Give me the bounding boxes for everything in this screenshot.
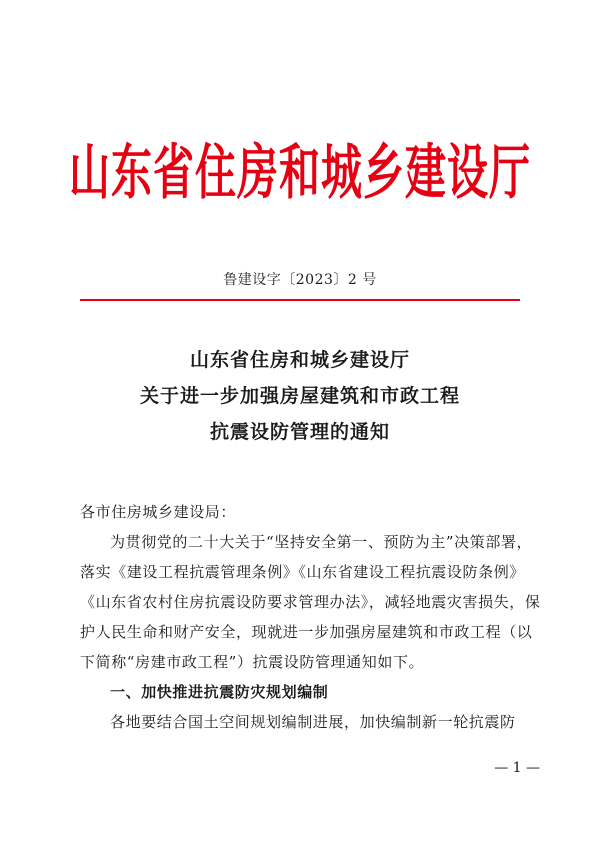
section-paragraph-line: 各地要结合国土空间规划编制进展，加快编制新一轮抗震防 xyxy=(110,713,516,731)
paragraph-line: 落实《建设工程抗震管理条例》《山东省建设工程抗震设防条例》 xyxy=(80,563,525,581)
paragraph-line: 护人民生命和财产安全，现就进一步加强房屋建筑和市政工程（以 xyxy=(80,623,533,641)
document-body xyxy=(80,497,541,737)
title-line-2: 关于进一步加强房屋建筑和市政工程 xyxy=(139,385,460,407)
title-line-3: 抗震设防管理的通知 xyxy=(209,421,390,443)
title-line-1: 山东省住房和城乡建设厅 xyxy=(189,349,410,371)
agency-masthead: 山东省住房和城乡建设厅 xyxy=(69,138,531,208)
section-heading: 一、加快推进抗震防灾规划编制 xyxy=(110,683,329,701)
document-title xyxy=(0,342,600,450)
page-number: — 1 — xyxy=(494,760,540,776)
paragraph-line: 下简称“房建市政工程”）抗震设防管理通知如下。 xyxy=(80,653,425,671)
paragraph-line: 为贯彻党的二十大关于“坚持安全第一、预防为主”决策部署， xyxy=(110,533,533,551)
document-number: 鲁建设字〔2023〕2 号 xyxy=(223,272,377,288)
paragraph-line: 《山东省农村住房抗震设防要求管理办法》，减轻地震灾害损失，保 xyxy=(80,593,541,611)
red-divider-line xyxy=(80,299,520,301)
salutation: 各市住房城乡建设局： xyxy=(80,503,237,521)
